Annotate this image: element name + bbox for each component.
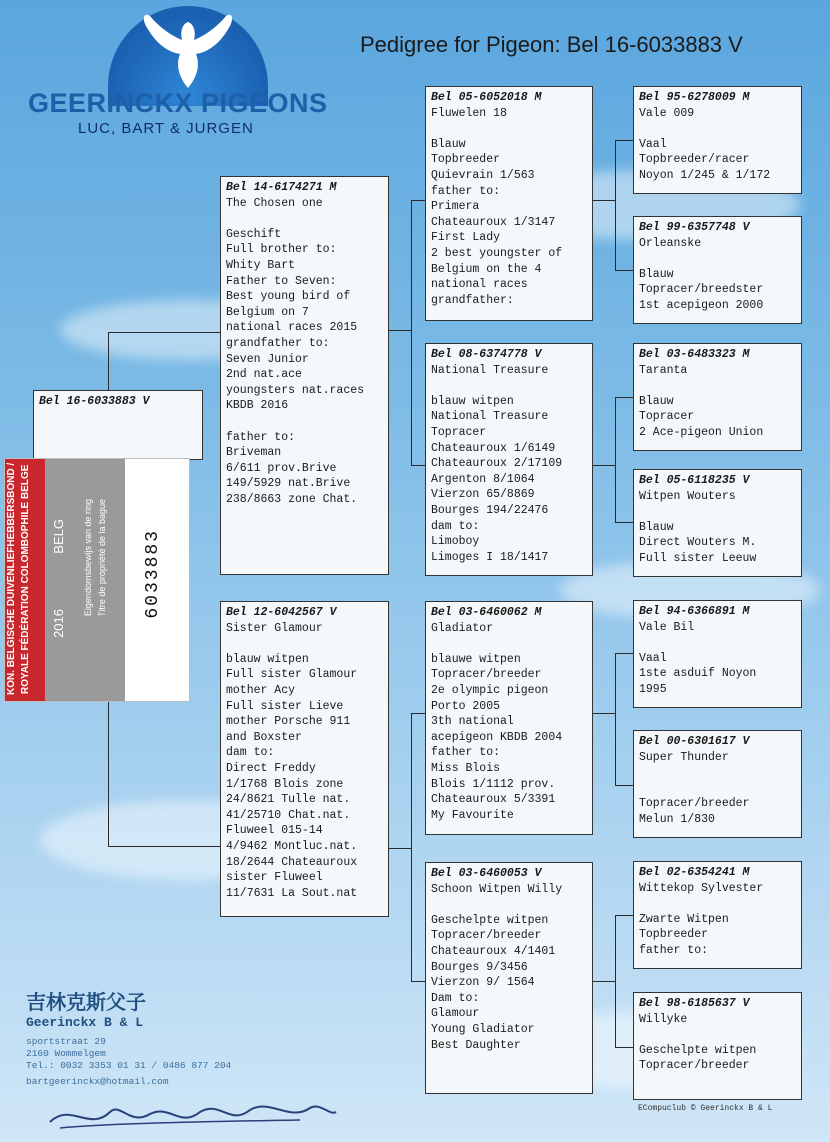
pigeon-info-line: 2 best youngster of bbox=[431, 246, 563, 260]
pigeon-info-line bbox=[431, 121, 587, 137]
pigeon-info-line: mother Acy bbox=[226, 683, 296, 697]
pigeon-info-line: Best young bird of bbox=[226, 290, 351, 304]
pigeon-info-line: National Treasure bbox=[431, 410, 549, 424]
pigeon-info-line: Full sister Leeuw bbox=[639, 551, 757, 565]
pigeon-info-line: Vierzon 9/ 1564 bbox=[431, 976, 535, 990]
pigeon-info-line: father to: bbox=[431, 746, 501, 760]
ring-number: Bel 95-6278009 M bbox=[639, 91, 750, 104]
pigeon-card-ddd bbox=[633, 992, 802, 1100]
pigeon-info-line: Topracer/breeder bbox=[639, 1059, 750, 1073]
tag-label-nl: Eigendomsbewijs van de ring bbox=[83, 499, 93, 617]
connector-line bbox=[108, 332, 220, 333]
pigeon-info-line: Father to Seven: bbox=[226, 274, 337, 288]
pigeon-info-line: Vaal bbox=[639, 137, 667, 151]
ring-number: Bel 94-6366891 M bbox=[639, 605, 750, 618]
pigeon-info-line: Blauw bbox=[431, 137, 466, 151]
pigeon-info-line: 149/5929 nat.Brive bbox=[226, 477, 351, 491]
connector-line bbox=[615, 140, 616, 270]
pigeon-info-line: Fluweel 015-14 bbox=[226, 824, 323, 838]
pigeon-info-line: national races 2015 bbox=[226, 321, 358, 335]
pigeon-info-line: My Favourite bbox=[431, 808, 514, 822]
ring-number: Bel 16-6033883 V bbox=[39, 395, 150, 408]
ring-ownership-tag bbox=[4, 458, 190, 702]
pigeon-card-subject bbox=[33, 390, 203, 460]
pigeon-info-line: Best Daughter bbox=[431, 1038, 521, 1052]
ring-number: Bel 98-6185637 V bbox=[639, 997, 750, 1010]
pigeon-info-line: Limoboy bbox=[431, 535, 480, 549]
pigeon-info-line bbox=[431, 636, 587, 652]
pigeon-info-line: father to: bbox=[226, 430, 296, 444]
pigeon-info-line: Blauw bbox=[639, 267, 674, 281]
pigeon-card-sdd bbox=[633, 469, 802, 577]
pigeon-info-line: grandfather to: bbox=[226, 336, 330, 350]
pigeon-info-line: Witpen Wouters bbox=[639, 489, 736, 503]
pigeon-info-line: Schoon Witpen Willy bbox=[431, 882, 563, 896]
pigeon-info-line: Topracer/breeder bbox=[431, 668, 542, 682]
connector-line bbox=[615, 140, 633, 141]
pigeon-info-line: Wittekop Sylvester bbox=[639, 881, 764, 895]
connector-line bbox=[411, 981, 425, 982]
pigeon-info-line: Bourges 194/22476 bbox=[431, 503, 549, 517]
pigeon-info-line: Bourges 9/3456 bbox=[431, 960, 528, 974]
pigeon-info-line: 238/8663 zone Chat. bbox=[226, 492, 358, 506]
pigeon-info-line: national races bbox=[431, 278, 528, 292]
dove-icon bbox=[128, 6, 248, 90]
ring-number: Bel 99-6357748 V bbox=[639, 221, 750, 234]
tag-federation-text: KON. BELGISCHE DUIVENLIEFHEBBERSBOND / ROYALE FÉDÉRATION COLOMBOPHILE BELGE bbox=[6, 462, 31, 696]
connector-line bbox=[411, 200, 425, 201]
pigeon-info-line: acepigeon KBDB 2004 bbox=[431, 730, 563, 744]
pigeon-info-line: Topbreeder/racer bbox=[639, 153, 750, 167]
pigeon-info-line: Topbreeder bbox=[639, 928, 709, 942]
pigeon-info-line: 4/9462 Montluc.nat. bbox=[226, 839, 358, 853]
pigeon-info-line bbox=[431, 897, 587, 913]
pigeon-info-line: 3th national bbox=[431, 715, 514, 729]
pigeon-info-line: 6/611 prov.Brive bbox=[226, 461, 337, 475]
ring-number: Bel 02-6354241 M bbox=[639, 866, 750, 879]
pigeon-info-line: Quievrain 1/563 bbox=[431, 168, 535, 182]
pigeon-info-line: Fluwelen 18 bbox=[431, 106, 507, 120]
pigeon-info-line: Taranta bbox=[639, 363, 688, 377]
connector-line bbox=[389, 330, 411, 331]
pigeon-info-line: 1995 bbox=[639, 682, 667, 696]
pigeon-info-line: Porto 2005 bbox=[431, 699, 501, 713]
connector-line bbox=[593, 200, 615, 201]
pigeon-info-line: Primera bbox=[431, 200, 480, 214]
pigeon-info-line: Topracer bbox=[639, 410, 695, 424]
pigeon-info-line: 18/2644 Chateauroux bbox=[226, 855, 358, 869]
pigeon-card-dsd bbox=[633, 730, 802, 838]
connector-line bbox=[593, 465, 615, 466]
pigeon-info-line bbox=[226, 414, 383, 430]
pigeon-info-line: Noyon 1/245 & 1/172 bbox=[639, 168, 771, 182]
ring-number: Bel 12-6042567 V bbox=[226, 606, 337, 619]
connector-line bbox=[411, 200, 412, 465]
ring-number: Bel 03-6483323 M bbox=[639, 348, 750, 361]
tag-country: BELG bbox=[51, 519, 66, 554]
pigeon-card-dds bbox=[633, 861, 802, 969]
pigeon-card-dss bbox=[633, 600, 802, 708]
connector-line bbox=[615, 915, 633, 916]
connector-line bbox=[593, 713, 615, 714]
pigeon-card-dam-dam bbox=[425, 862, 593, 1094]
pigeon-info-line: KBDB 2016 bbox=[226, 399, 289, 413]
ring-number: Bel 00-6301617 V bbox=[639, 735, 750, 748]
connector-line bbox=[615, 653, 633, 654]
connector-line bbox=[615, 522, 633, 523]
pigeon-info-line: mother Porsche 911 bbox=[226, 715, 351, 729]
pigeon-card-sire bbox=[220, 176, 389, 575]
pigeon-info-line: Topbreeder bbox=[431, 153, 501, 167]
pigeon-info-line: Topracer bbox=[431, 425, 487, 439]
pigeon-info-line: Gladiator bbox=[431, 621, 494, 635]
pigeon-info-line: Geschift bbox=[226, 227, 282, 241]
pigeon-info-line: Topracer/breeder bbox=[431, 929, 542, 943]
pigeon-info-line: Argenton 8/1064 bbox=[431, 472, 535, 486]
pigeon-info-line: 1st acepigeon 2000 bbox=[639, 298, 764, 312]
owner-email: bartgeerinckx@hotmail.com bbox=[26, 1076, 169, 1087]
pigeon-info-line: Blauw bbox=[639, 394, 674, 408]
pigeon-card-dam bbox=[220, 601, 389, 917]
pigeon-card-sss bbox=[633, 86, 802, 194]
connector-line bbox=[411, 713, 425, 714]
connector-line bbox=[615, 1047, 633, 1048]
ring-number: Bel 03-6460053 V bbox=[431, 867, 542, 880]
brand-logo bbox=[20, 0, 340, 140]
pigeon-info-line bbox=[226, 636, 383, 652]
ring-number: Bel 05-6118235 V bbox=[639, 474, 750, 487]
tag-ring-number: 6033883 bbox=[143, 529, 163, 619]
pigeon-info-line: 2 Ace-pigeon Union bbox=[639, 425, 764, 439]
pigeon-info-line: Full sister Glamour bbox=[226, 668, 358, 682]
pigeon-info-line: Miss Blois bbox=[431, 761, 501, 775]
pigeon-info-line: Belgium on 7 bbox=[226, 305, 309, 319]
pigeon-info-line: Topracer/breedster bbox=[639, 283, 764, 297]
ring-number: Bel 05-6052018 M bbox=[431, 91, 542, 104]
pigeon-info-line bbox=[639, 378, 796, 394]
pigeon-info-line: Sister Glamour bbox=[226, 621, 323, 635]
pigeon-info-line: The Chosen one bbox=[226, 196, 323, 210]
pigeon-info-line bbox=[639, 121, 796, 137]
pigeon-card-ssd bbox=[633, 216, 802, 324]
connector-line bbox=[389, 848, 411, 849]
ring-number: Bel 03-6460062 M bbox=[431, 606, 542, 619]
owner-chinese-name: 吉林克斯父子 bbox=[26, 992, 146, 1014]
pigeon-info-line: Chateauroux 1/6149 bbox=[431, 441, 556, 455]
pigeon-info-line: Vale Bil bbox=[639, 620, 695, 634]
pigeon-info-line: dam to: bbox=[226, 746, 275, 760]
pigeon-info-line: Blauw bbox=[639, 520, 674, 534]
tag-label-fr: Titre de propriété de la bague bbox=[97, 499, 107, 617]
connector-line bbox=[411, 465, 425, 466]
page-title: Pedigree for Pigeon: Bel 16-6033883 V bbox=[360, 32, 743, 57]
connector-line bbox=[615, 915, 616, 1047]
pigeon-info-line: Briveman bbox=[226, 446, 282, 460]
pigeon-info-line bbox=[639, 251, 796, 267]
pigeon-info-line: Geschelpte witpen bbox=[431, 913, 549, 927]
pigeon-info-line bbox=[431, 378, 587, 394]
pigeon-info-line: dam to: bbox=[431, 519, 480, 533]
connector-line bbox=[615, 785, 633, 786]
connector-line bbox=[108, 846, 220, 847]
connector-line bbox=[615, 653, 616, 785]
pigeon-info-line: Full sister Lieve bbox=[226, 699, 344, 713]
pigeon-info-line: father to: bbox=[431, 184, 501, 198]
tag-grey-panel bbox=[45, 459, 125, 701]
ring-number: Bel 08-6374778 V bbox=[431, 348, 542, 361]
pigeon-info-line: Melun 1/830 bbox=[639, 812, 715, 826]
pigeon-info-line: Zwarte Witpen bbox=[639, 912, 729, 926]
pigeon-info-line: Young Gladiator bbox=[431, 1022, 535, 1036]
owner-phone: Tel.: 0032 3353 01 31 / 0486 877 204 bbox=[26, 1060, 232, 1071]
pigeon-info-line: blauw witpen bbox=[226, 652, 309, 666]
pigeon-info-line: 41/25710 Chat.nat. bbox=[226, 808, 351, 822]
tag-federation-bar bbox=[5, 459, 45, 701]
pigeon-card-dam-sire bbox=[425, 601, 593, 835]
pigeon-info-line: First Lady bbox=[431, 231, 501, 245]
pigeon-info-line: Direct Freddy bbox=[226, 761, 316, 775]
pigeon-info-line: blauw witpen bbox=[431, 394, 514, 408]
pigeon-info-line: Vaal bbox=[639, 651, 667, 665]
pigeon-card-sire-sire bbox=[425, 86, 593, 321]
pigeon-info-line: Seven Junior bbox=[226, 352, 309, 366]
pigeon-info-line: Chateauroux 2/17109 bbox=[431, 457, 563, 471]
pigeon-info-line: Chateauroux 1/3147 bbox=[431, 215, 556, 229]
pigeon-info-line: sister Fluweel bbox=[226, 871, 323, 885]
pigeon-info-line: Direct Wouters M. bbox=[639, 536, 757, 550]
pigeon-info-line bbox=[639, 635, 796, 651]
pigeon-info-line: 2e olympic pigeon bbox=[431, 683, 549, 697]
pigeon-info-line: youngsters nat.races bbox=[226, 383, 365, 397]
pigeon-info-line: Willyke bbox=[639, 1012, 688, 1026]
pigeon-info-line bbox=[226, 211, 383, 227]
connector-line bbox=[411, 713, 412, 981]
pigeon-info-line bbox=[639, 896, 796, 912]
connector-line bbox=[615, 397, 616, 522]
pigeon-info-line: National Treasure bbox=[431, 363, 549, 377]
pigeon-info-line: Chateauroux 4/1401 bbox=[431, 944, 556, 958]
pigeon-card-sds bbox=[633, 343, 802, 451]
pigeon-info-line: 1/1768 Blois zone bbox=[226, 777, 344, 791]
pigeon-info-line: Vale 009 bbox=[639, 106, 695, 120]
pigeon-info-line: Belgium on the 4 bbox=[431, 262, 542, 276]
pigeon-info-line: Full brother to: bbox=[226, 243, 337, 257]
pigeon-info-line: Dam to: bbox=[431, 991, 480, 1005]
connector-line bbox=[615, 397, 633, 398]
pigeon-info-line: Limoges I 18/1417 bbox=[431, 550, 549, 564]
pigeon-info-line: 1ste asduif Noyon bbox=[639, 667, 757, 681]
credit-text: ECompuclub © Geerinckx B & L bbox=[638, 1104, 773, 1113]
owner-city: 2160 Wommelgem bbox=[26, 1048, 106, 1059]
pigeon-info-line: Blois 1/1112 prov. bbox=[431, 777, 556, 791]
brand-title: GEERINCKX PIGEONS bbox=[28, 88, 328, 118]
pigeon-info-line: Vierzon 65/8869 bbox=[431, 488, 535, 502]
pigeon-info-line: Glamour bbox=[431, 1007, 480, 1021]
pigeon-info-line: Chateauroux 5/3391 bbox=[431, 793, 556, 807]
pigeon-info-line: father to: bbox=[639, 943, 709, 957]
signature-image bbox=[40, 1092, 340, 1136]
pigeon-info-line: Whity Bart bbox=[226, 258, 296, 272]
pigeon-info-line bbox=[639, 765, 796, 781]
pigeon-info-line bbox=[639, 781, 796, 797]
pigeon-info-line: Super Thunder bbox=[639, 750, 729, 764]
pigeon-info-line: 24/8621 Tulle nat. bbox=[226, 793, 351, 807]
owner-street: sportstraat 29 bbox=[26, 1036, 106, 1047]
pigeon-info-line bbox=[639, 1027, 796, 1043]
connector-line bbox=[593, 981, 615, 982]
brand-subtitle: LUC, BART & JURGEN bbox=[78, 120, 254, 137]
pigeon-card-sire-dam bbox=[425, 343, 593, 576]
ring-number: Bel 14-6174271 M bbox=[226, 181, 337, 194]
pigeon-info-line: Topracer/breeder bbox=[639, 797, 750, 811]
pigeon-info-line: 2nd nat.ace bbox=[226, 368, 302, 382]
tag-year: 2016 bbox=[51, 609, 66, 638]
connector-line bbox=[615, 270, 633, 271]
pigeon-info-line: blauwe witpen bbox=[431, 652, 521, 666]
pigeon-info-line bbox=[639, 504, 796, 520]
pigeon-info-line: and Boxster bbox=[226, 730, 302, 744]
pigeon-info-line: Orleanske bbox=[639, 236, 702, 250]
pigeon-info-line: 11/7631 La Sout.nat bbox=[226, 886, 358, 900]
owner-name: Geerinckx B & L bbox=[26, 1015, 144, 1030]
owner-footer bbox=[26, 986, 231, 1088]
pigeon-info-line: Geschelpte witpen bbox=[639, 1043, 757, 1057]
pigeon-info-line: grandfather: bbox=[431, 293, 514, 307]
